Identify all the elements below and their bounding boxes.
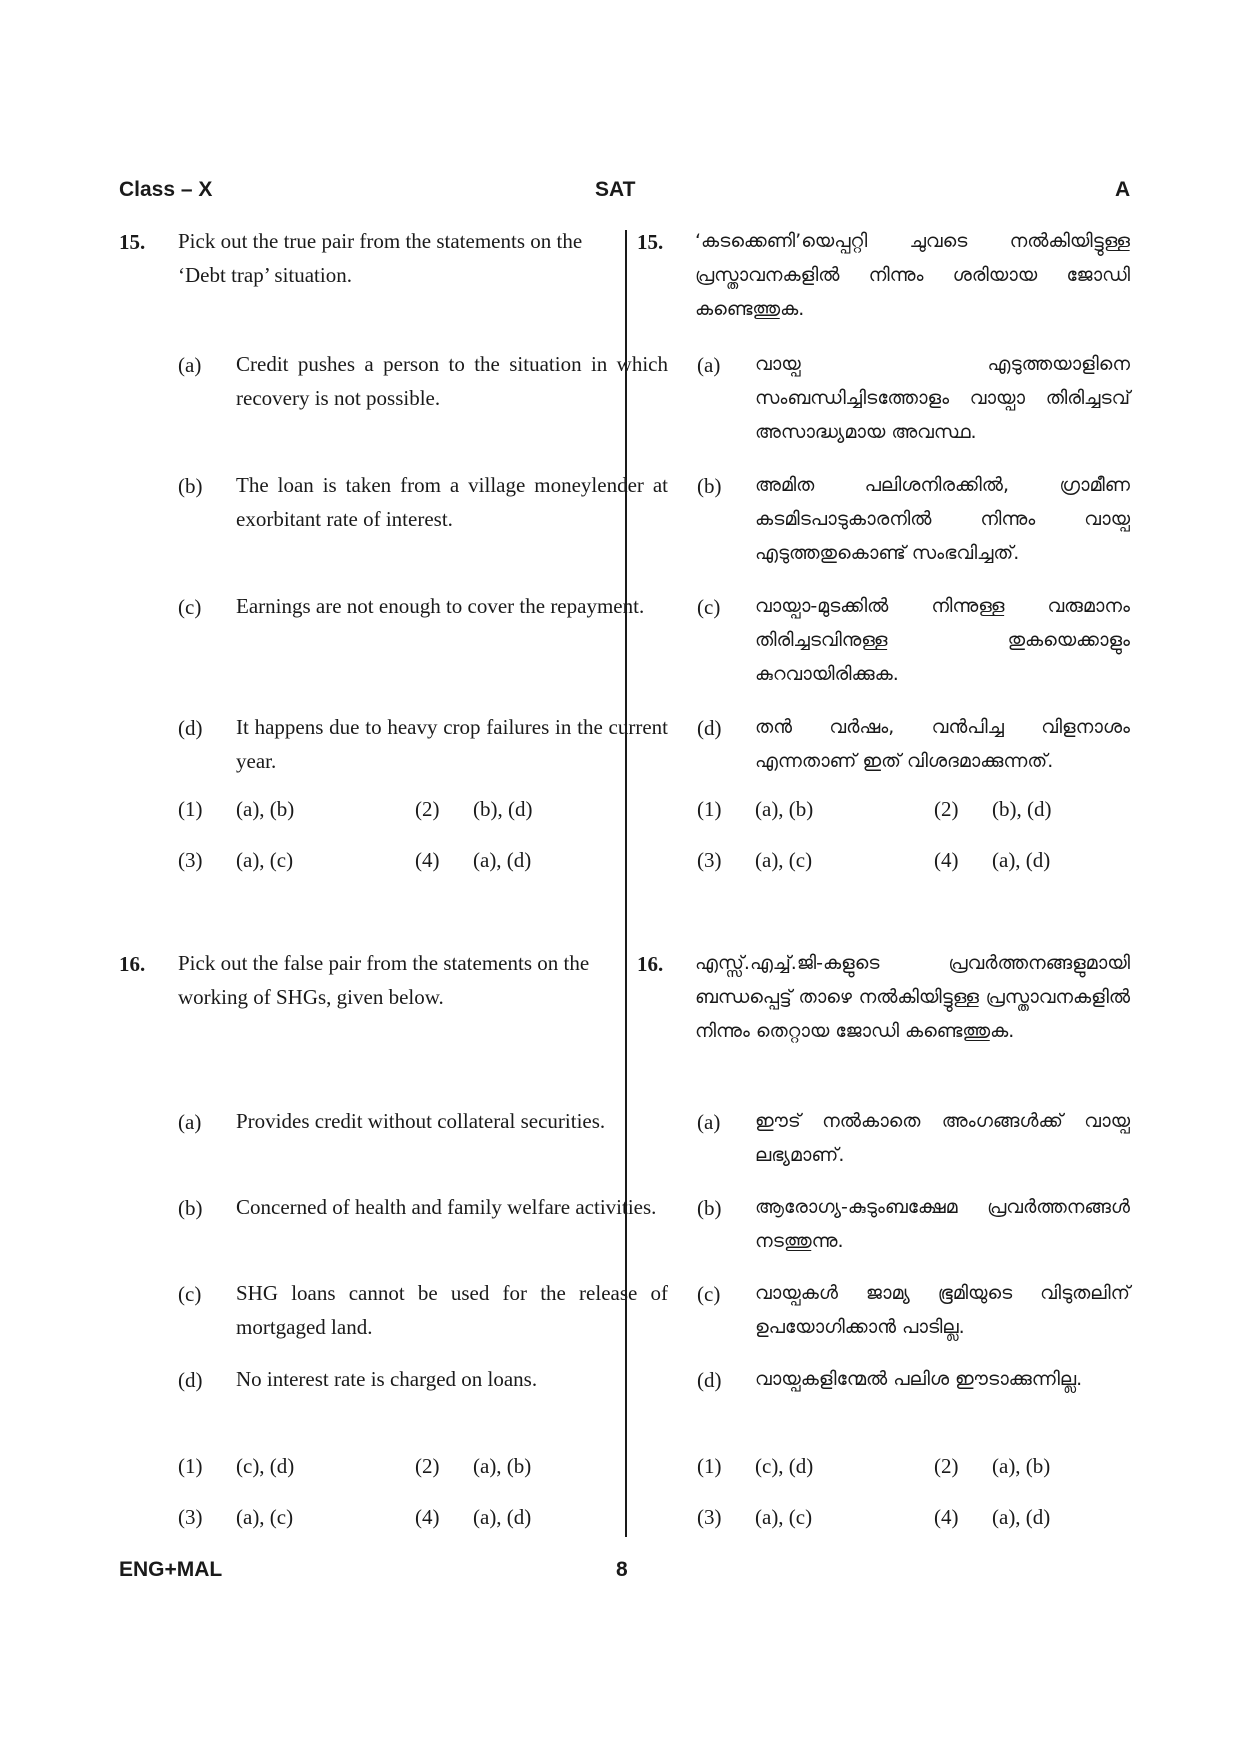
header-class: Class – X [119,178,213,201]
q16-answer-4-num-ml: (4) [934,1505,959,1529]
q16-answer-4-num-en: (4) [415,1505,440,1529]
q15-option-a-en: Credit pushes a person to the situation in which recovery is not possible. [236,352,668,410]
q15-number-ml: 15. [637,230,664,254]
q16-answer-1-ml: (c), (d) [755,1454,814,1478]
q15-answer-1-num-en: (1) [178,797,203,821]
q15-answer-3-num-ml: (3) [697,848,722,872]
q16-answer-1-num-ml: (1) [697,1454,722,1478]
q16-option-b-ml: ആരോഗ്യ-കുടുംബക്ഷേമ പ്രവർത്തനങ്ങൾ നടത്തുന്നു. [755,1196,1130,1252]
q15-number-en: 15. [119,230,146,254]
q15-option-c-en: Earnings are not enough to cover the repayment. [236,594,645,618]
q16-question-ml: എസ്സ്.എച്ച്.ജി-കളുടെ പ്രവർത്തനങ്ങളുമായി ബന്ധപ്പെട്ട് താഴെ നൽകിയിട്ടുള്ള പ്രസ്താവനകളിൽ നിന്നും തെറ്റായ ജോഡി കണ്ടെത്തുക. [695,952,1130,1042]
q16-option-a-label-ml: (a) [697,1110,721,1134]
q16-option-c-en: SHG loans cannot be used for the release of mortgaged land. [236,1281,668,1339]
q16-answer-2-ml: (a), (b) [992,1454,1051,1478]
q16-option-d-label-ml: (d) [697,1368,722,1392]
q16-answer-3-en: (a), (c) [236,1505,294,1529]
q15-option-d-ml: തൻ വർഷം, വൻപിച്ച വിളനാശം എന്നതാണ് ഇത് വിശദമാക്കുന്നത്. [755,716,1130,772]
q15-option-d-label-ml: (d) [697,716,722,740]
q15-option-c-label-en: (c) [178,595,202,619]
q15-option-c-ml: വായ്പാ-മുടക്കിൽ നിന്നുള്ള വരുമാനം തിരിച്ചടവിനുള്ള തുകയെക്കാളും കുറവായിരിക്കുക. [755,595,1130,685]
q15-answer-3-en: (a), (c) [236,848,294,872]
q15-option-a-ml: വായ്പ എടുത്തയാളിനെ സംബന്ധിച്ചിടത്തോളം വായ്പാ തിരിച്ചടവ് അസാദ്ധ്യമായ അവസ്ഥ. [755,353,1130,443]
q15-answer-4-num-en: (4) [415,848,440,872]
q15-option-a-label-ml: (a) [697,353,721,377]
q16-option-a-en: Provides credit without collateral securities. [236,1109,606,1133]
q16-option-b-label-ml: (b) [697,1196,722,1220]
page-number: 8 [616,1558,628,1581]
q16-answer-1-num-en: (1) [178,1454,203,1478]
q16-option-d-label-en: (d) [178,1368,203,1392]
q16-option-a-ml: ഈട് നൽകാതെ അംഗങ്ങൾക്ക് വായ്പ ലഭ്യമാണ്. [755,1110,1130,1166]
q15-answer-4-num-ml: (4) [934,848,959,872]
q16-answer-2-num-en: (2) [415,1454,440,1478]
q15-answer-2-num-en: (2) [415,797,440,821]
header-exam: SAT [595,178,636,201]
q16-answer-1-en: (c), (d) [236,1454,295,1478]
q16-answer-4-ml: (a), (d) [992,1505,1051,1529]
q15-option-b-label-ml: (b) [697,474,722,498]
q16-answer-4-en: (a), (d) [473,1505,532,1529]
q15-answer-3-num-en: (3) [178,848,203,872]
q15-answer-1-en: (a), (b) [236,797,295,821]
q16-option-c-label-en: (c) [178,1282,202,1306]
q15-option-d-label-en: (d) [178,716,203,740]
q16-option-c-label-ml: (c) [697,1282,721,1306]
q16-answer-3-ml: (a), (c) [755,1505,813,1529]
q15-option-d-en: It happens due to heavy crop failures in the current year. [236,715,668,773]
q16-answer-3-num-ml: (3) [697,1505,722,1529]
q16-number-en: 16. [119,952,146,976]
q16-answer-3-num-en: (3) [178,1505,203,1529]
header-set: A [1115,178,1131,201]
q15-answer-4-en: (a), (d) [473,848,532,872]
q16-option-b-label-en: (b) [178,1196,203,1220]
q15-option-b-label-en: (b) [178,474,203,498]
q15-question-ml: ‘കടക്കെണി’യെപ്പറ്റി ചുവടെ നൽകിയിട്ടുള്ള പ്രസ്താവനകളിൽ നിന്നും ശരിയായ ജോഡി കണ്ടെത്തുക. [695,230,1130,320]
q15-option-c-label-ml: (c) [697,595,721,619]
q15-answer-1-ml: (a), (b) [755,797,814,821]
footer-language: ENG+MAL [119,1558,223,1581]
q16-option-a-label-en: (a) [178,1110,202,1134]
q16-option-d-en: No interest rate is charged on loans. [236,1367,538,1391]
q15-answer-4-ml: (a), (d) [992,848,1051,872]
q16-option-b-en: Concerned of health and family welfare activities. [236,1195,657,1219]
q15-answer-2-num-ml: (2) [934,797,959,821]
q15-option-a-label-en: (a) [178,353,202,377]
q16-answer-2-num-ml: (2) [934,1454,959,1478]
q15-option-b-en: The loan is taken from a village moneylender at exorbitant rate of interest. [236,473,668,531]
q15-answer-1-num-ml: (1) [697,797,722,821]
q16-answer-2-en: (a), (b) [473,1454,532,1478]
q16-option-c-ml: വായ്പകൾ ജാമ്യ ഭൂമിയുടെ വിടുതലിന് ഉപയോഗിക്കാൻ പാടില്ല. [755,1282,1130,1338]
q15-answer-2-en: (b), (d) [473,797,533,821]
q15-answer-3-ml: (a), (c) [755,848,813,872]
q15-option-b-ml: അമിത പലിശനിരക്കിൽ, ഗ്രാമീണ കടമിടപാടുകാരനിൽ നിന്നും വായ്പ എടുത്തതുകൊണ്ട് സംഭവിച്ചത്. [755,474,1130,564]
q16-question-en: Pick out the false pair from the statements on the working of SHGs, given below. [178,951,590,1009]
q16-option-d-ml: വായ്പകളിന്മേൽ പലിശ ഈടാക്കുന്നില്ല. [755,1368,1083,1390]
q15-question-en: Pick out the true pair from the statements on the ‘Debt trap’ situation. [178,229,583,287]
q15-answer-2-ml: (b), (d) [992,797,1052,821]
q16-number-ml: 16. [637,952,664,976]
